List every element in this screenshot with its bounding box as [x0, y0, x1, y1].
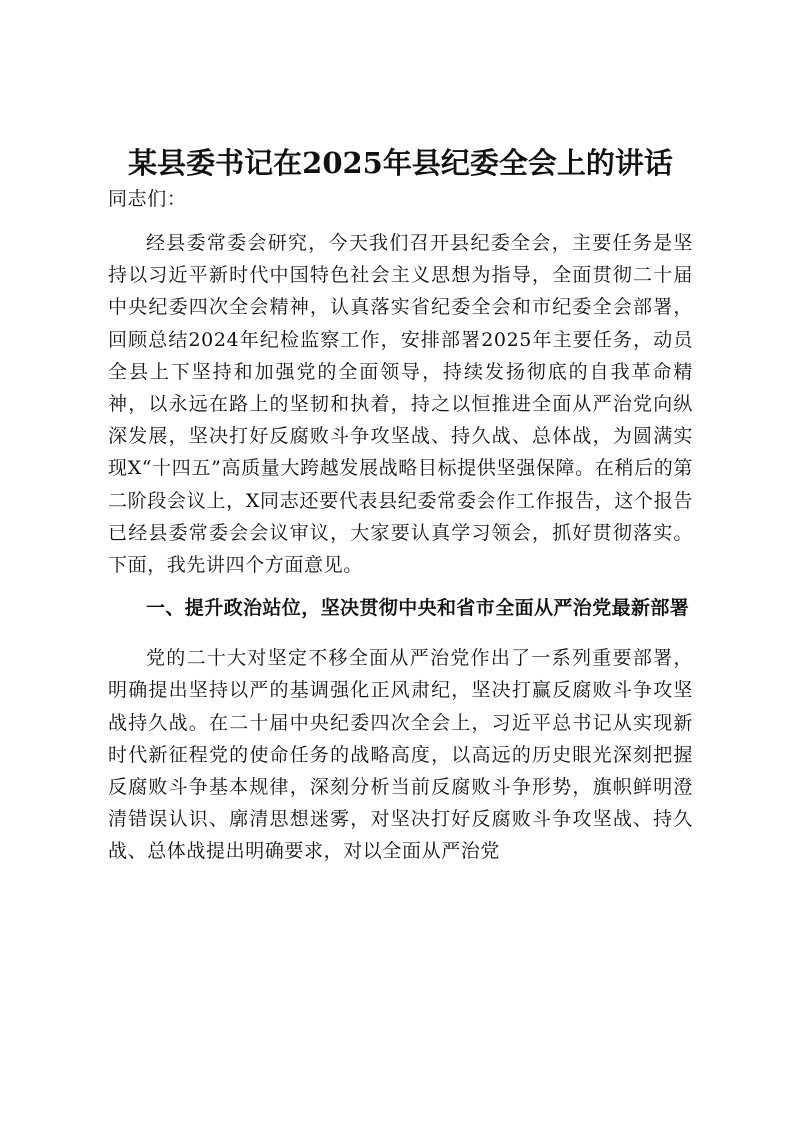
paragraph-2: 党的二十大对坚定不移全面从严治党作出了一系列重要部署，明确提出坚持以严的基调强化正风肃纪，坚决打赢反腐败斗争攻坚战持久战。在二十届中央纪委四次全会上，习近平总书记从实现新时代新征程党的使命任务的战略高度，以高远的历史眼光深刻把握反腐败斗争基本规律，深刻分析当前反腐败斗争形势，旗帜鲜明澄清错误认识、廓清思想迷雾，对坚决打好反腐败斗争攻坚战、持久战、总体战提出明确要求，对以全面从严治党: [108, 647, 693, 863]
document-title: 某县委书记在2025年县纪委全会上的讲话: [128, 146, 673, 180]
document-body: [108, 140, 693, 868]
section-1-heading: 一、提升政治站位，坚决贯彻中央和省市全面从严治党最新部署: [146, 597, 690, 620]
paragraph-1: 经县委常委会研究，今天我们召开县纪委全会，主要任务是坚持以习近平新时代中国特色社会主义思想为指导，全面贯彻二十届中央纪委四次全会精神，认真落实省纪委全会和市纪委全会部署，回顾总结2024年纪检监察工作，安排部署2025年主要任务，动员全县上下坚持和加强党的全面领导，持续发扬彻底的自我革命精神，以永远在路上的坚韧和执着，持之以恒推进全面从严治党向纵深发展，坚决打好反腐败斗争攻坚战、持久战、总体战，为圆满实现X“十四五”高质量大跨越发展战略目标提供坚强保障。在稍后的第二阶段会议上，X同志还要代表县纪委常委会作工作报告，这个报告已经县委常委会会议审议，大家要认真学习领会，抓好贯彻落实。下面，我先讲四个方面意见。: [108, 232, 693, 577]
salutation: 同志们：: [108, 188, 187, 210]
